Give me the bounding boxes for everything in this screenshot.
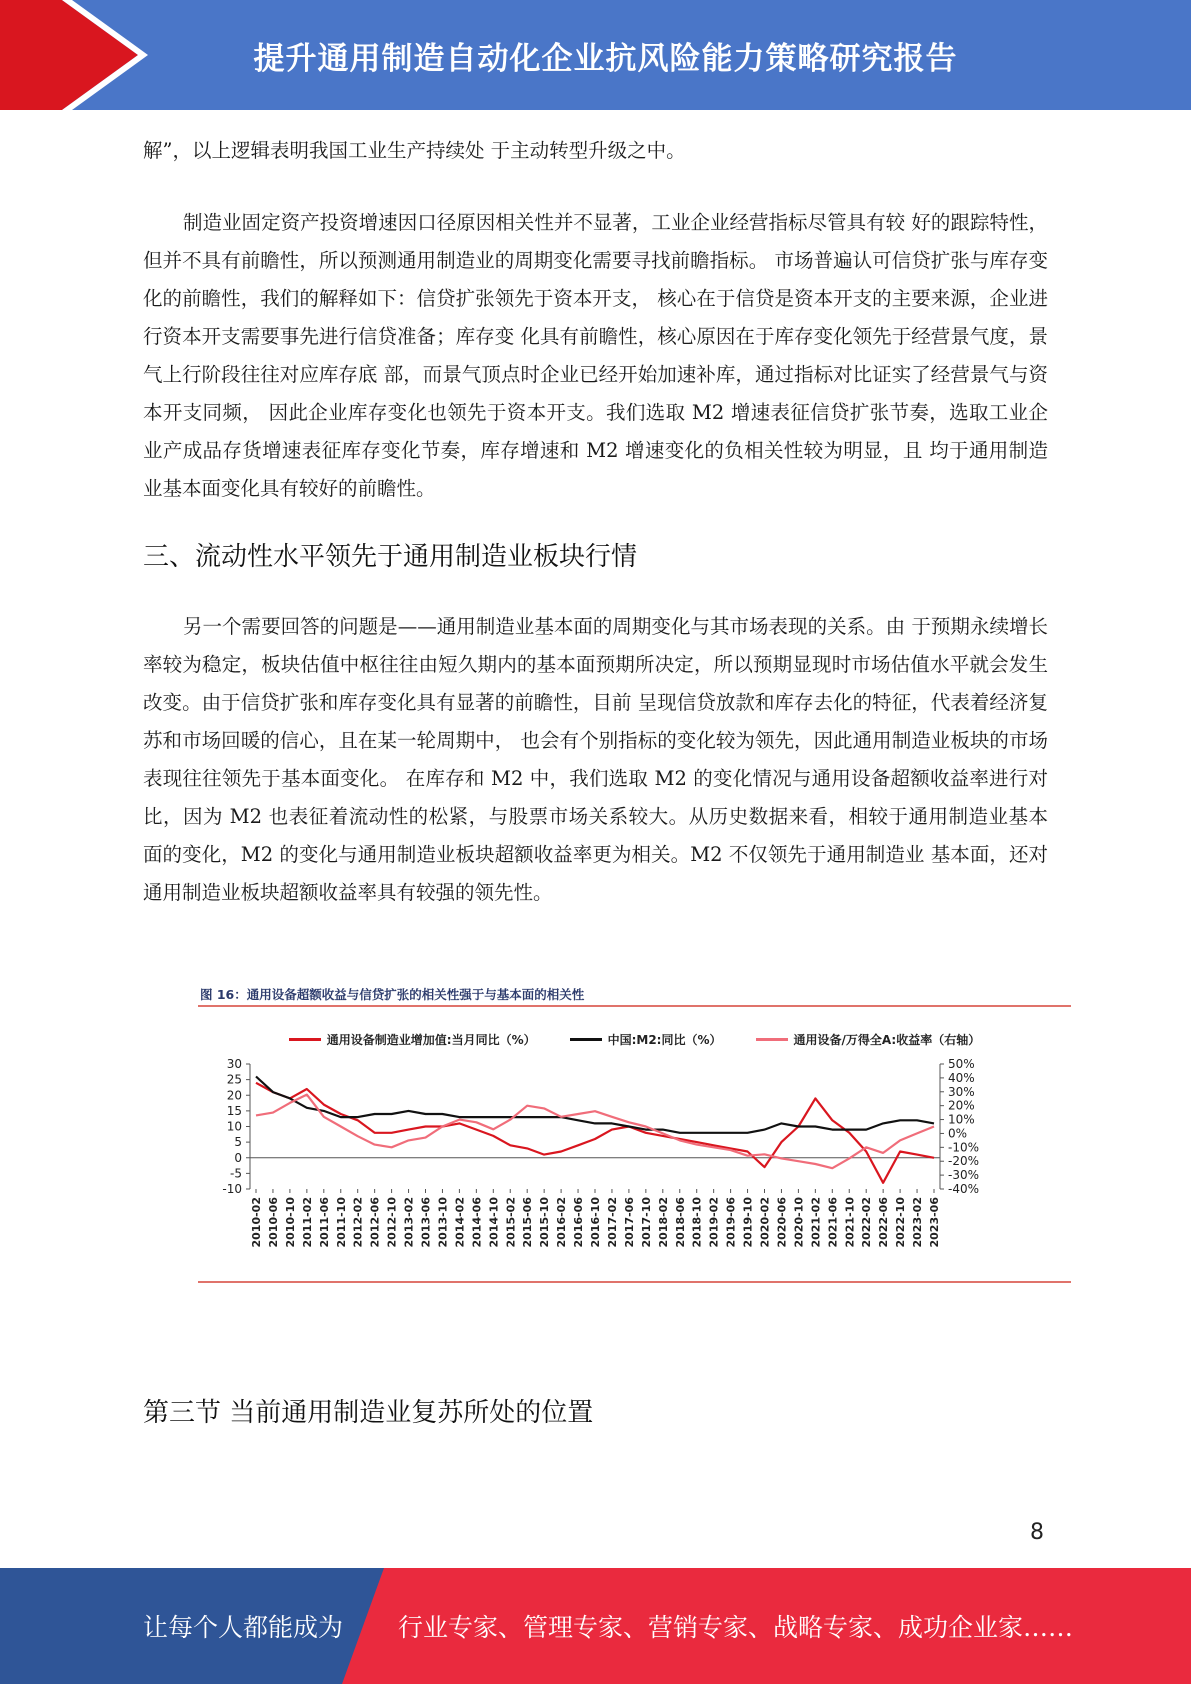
x-tick-label: 2017-06: [622, 1197, 636, 1248]
y-left-tick-label: -10: [222, 1182, 242, 1196]
y-right-tick-label: 30%: [948, 1084, 975, 1099]
figure-16: [198, 985, 1071, 1285]
y-right-tick-label: -10%: [948, 1140, 980, 1155]
y-right-tick-label: 0%: [948, 1126, 968, 1141]
paragraph-market: 另一个需要回答的问题是——通用制造业基本面的周期变化与其市场表现的关系。由 于预期永续增长率较为稳定，板块估值中枢往往由短久期内的基本面预期所决定，所以预期显现时市场估值水平就会发生改变。由于信贷扩张和库存变化具有显著的前瞻性，目前 呈现信贷放款和库存去化的特征，代表着经济复苏和市场回暖的信心，且在某一轮周期中， 也会有个别指标的变化较为领先，因此通用制造业板块的市场表现往往领先于基本面变化。 在库存和 M2 中，我们选取 M2 的变化情况与通用设备超额收益率进行对比，因为 M2 也表征着流动性的松紧，与股票市场关系较大。从历史数据来看，相较于通用制造业基本 面的变化，M2 的变化与通用制造业板块超额收益率更为相关。M2 不仅领先于通用制造业 基本面，还对通用制造业板块超额收益率具有较强的领先性。: [143, 615, 1048, 904]
line-chart: [198, 985, 1071, 1285]
legend-label-1: 中国:M2:同比（%）: [607, 1033, 722, 1047]
paragraph-continuation: 解”，以上逻辑表明我国工业生产持续处 于主动转型升级之中。: [143, 139, 686, 162]
x-tick-label: 2017-02: [605, 1197, 619, 1248]
x-tick-label: 2010-06: [266, 1197, 280, 1248]
footer-slogan-left: 让每个人都能成为: [143, 1613, 344, 1642]
x-tick-label: 2022-02: [860, 1197, 874, 1248]
x-tick-label: 2010-10: [283, 1197, 297, 1248]
x-tick-label: 2012-10: [385, 1197, 399, 1248]
y-right-tick-label: 40%: [948, 1070, 975, 1085]
x-tick-label: 2014-02: [453, 1197, 467, 1248]
x-tick-label: 2012-02: [351, 1197, 365, 1248]
header-title: 提升通用制造自动化企业抗风险能力策略研究报告: [253, 40, 958, 77]
x-tick-label: 2010-02: [250, 1197, 263, 1248]
y-left-tick-label: -5: [230, 1166, 242, 1181]
legend-label-0: 通用设备制造业增加值:当月同比（%）: [326, 1033, 536, 1047]
y-right-tick-label: -30%: [948, 1168, 980, 1183]
x-tick-label: 2013-02: [402, 1197, 416, 1248]
x-tick-label: 2015-06: [521, 1197, 535, 1248]
page-header: [0, 0, 1191, 110]
y-left-tick-label: 10: [226, 1119, 242, 1134]
x-tick-label: 2018-06: [673, 1197, 687, 1248]
x-tick-label: 2021-02: [809, 1197, 823, 1248]
page-footer: [0, 1568, 1191, 1684]
chart-title: 图 16：通用设备超额收益与信贷扩张的相关性强于与基本面的相关性: [200, 987, 585, 1002]
x-tick-label: 2016-06: [572, 1197, 586, 1248]
x-tick-label: 2021-10: [843, 1197, 857, 1248]
series-line-1: [256, 1077, 934, 1133]
x-tick-label: 2020-02: [758, 1197, 772, 1248]
x-tick-label: 2022-06: [877, 1197, 891, 1248]
x-tick-label: 2018-10: [690, 1197, 704, 1248]
x-tick-label: 2019-02: [707, 1197, 721, 1248]
x-tick-label: 2012-06: [368, 1197, 382, 1248]
x-tick-label: 2019-10: [741, 1197, 755, 1248]
x-tick-label: 2015-02: [504, 1197, 518, 1248]
x-tick-label: 2014-10: [487, 1197, 501, 1248]
x-tick-label: 2017-10: [639, 1197, 653, 1248]
y-right-tick-label: 20%: [948, 1098, 975, 1113]
y-left-tick-label: 20: [226, 1088, 242, 1103]
x-tick-label: 2013-06: [419, 1197, 433, 1248]
page-number: 8: [1030, 1520, 1044, 1545]
x-tick-label: 2020-10: [792, 1197, 806, 1248]
x-tick-label: 2011-06: [317, 1197, 331, 1248]
x-tick-label: 2018-02: [656, 1197, 670, 1248]
y-left-tick-label: 15: [226, 1103, 242, 1118]
x-tick-label: 2011-10: [334, 1197, 348, 1248]
x-tick-label: 2020-06: [775, 1197, 789, 1248]
y-left-tick-label: 30: [226, 1057, 242, 1071]
series-line-2: [256, 1095, 934, 1169]
x-tick-label: 2016-02: [555, 1197, 569, 1248]
y-left-tick-label: 5: [234, 1135, 242, 1150]
y-right-tick-label: 50%: [948, 1057, 975, 1071]
y-right-tick-label: -40%: [948, 1182, 980, 1196]
figure-bottom-rule: [198, 1281, 1071, 1283]
x-tick-label: 2021-06: [826, 1197, 840, 1248]
x-tick-label: 2013-10: [436, 1197, 450, 1248]
y-left-tick-label: 25: [226, 1072, 242, 1087]
section-heading-liquidity: 三、流动性水平领先于通用制造业板块行情: [143, 542, 638, 572]
x-tick-label: 2014-06: [470, 1197, 484, 1248]
legend-label-2: 通用设备/万得全A:收益率（右轴）: [793, 1033, 981, 1047]
x-tick-label: 2022-10: [894, 1197, 908, 1248]
x-tick-label: 2016-10: [589, 1197, 602, 1248]
x-tick-label: 2011-02: [300, 1197, 314, 1248]
footer-slogan-right: 行业专家、管理专家、营销专家、战略专家、成功企业家……: [398, 1613, 1074, 1642]
y-left-tick-label: 0: [234, 1150, 242, 1165]
x-tick-label: 2023-06: [928, 1197, 941, 1248]
section-heading-chapter3: 第三节 当前通用制造业复苏所处的位置: [143, 1398, 594, 1428]
y-right-tick-label: 10%: [948, 1112, 975, 1127]
paragraph-investment: 制造业固定资产投资增速因口径原因相关性并不显著，工业企业经营指标尽管具有较 好的跟踪特性，但并不具有前瞻性，所以预测通用制造业的周期变化需要寻找前瞻指标。 市场普遍认可信贷扩张与库存变化的前瞻性，我们的解释如下：信贷扩张领先于资本开支， 核心在于信贷是资本开支的主要来源，企业进行资本开支需要事先进行信贷准备；库存变 化具有前瞻性，核心原因在于库存变化领先于经营景气度，景气上行阶段往往对应库存底 部，而景气顶点时企业已经开始加速补库，通过指标对比证实了经营景气与资本开支同频， 因此企业库存变化也领先于资本开支。我们选取 M2 增速表征信贷扩张节奏，选取工业企 业产成品存货增速表征库存变化节奏，库存增速和 M2 增速变化的负相关性较为明显，且 均于通用制造业基本面变化具有较好的前瞻性。: [143, 211, 1048, 500]
x-tick-label: 2023-02: [911, 1197, 925, 1248]
x-tick-label: 2015-10: [538, 1197, 552, 1248]
y-right-tick-label: -20%: [948, 1154, 980, 1169]
x-tick-label: 2019-06: [724, 1197, 738, 1248]
